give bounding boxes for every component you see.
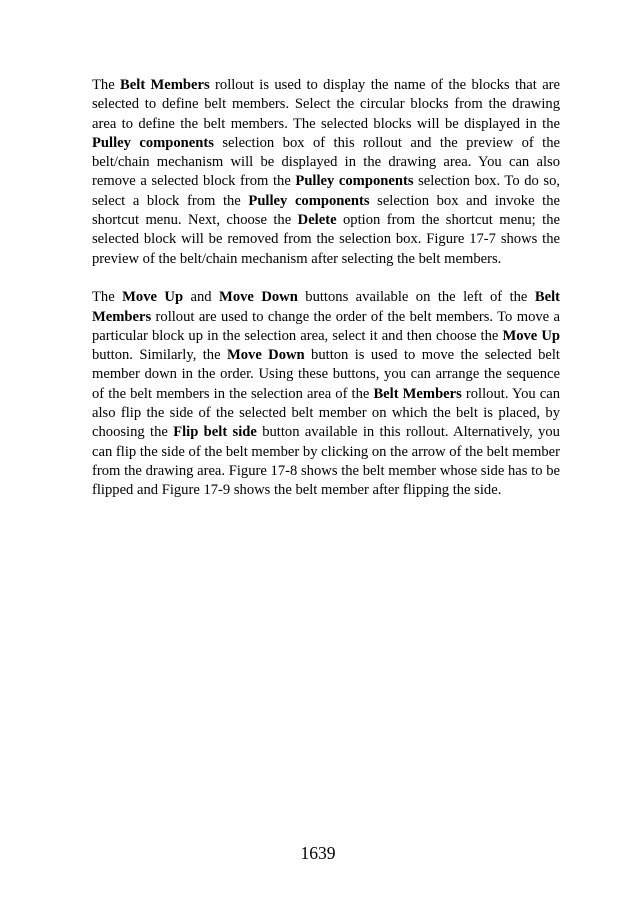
bold-term-move-down: Move Down xyxy=(226,347,305,364)
text-segment: rollout is used to display the name of the blocks that are selected to define belt members. Select the circular blocks from the drawing area to define the belt members. The selected blocks will be displayed in the xyxy=(92,77,561,132)
paragraph-belt-members xyxy=(92,76,560,269)
paragraph-move-up-down xyxy=(92,288,560,500)
text-segment: selection box and invoke the shortcut menu. Next, choose the xyxy=(92,192,560,229)
bold-term-move-up: Move Up xyxy=(502,327,560,344)
page-number: 1639 xyxy=(300,843,336,863)
bold-term-belt-members: Belt Members xyxy=(92,289,560,325)
text-segment: rollout are used to change the order of the belt members. To move a particular block up in the selection area, select it and then choose the xyxy=(92,308,560,344)
text-segment: button available in this rollout. Alternatively, you can flip the side of the belt member by clicking on the arrow of the belt member from the drawing area. Figure 17-8 shows the belt member whose side has to be flipped and Figure 17-9 shows the belt member after flipping the side. xyxy=(92,424,560,499)
body-text xyxy=(92,76,560,501)
bold-term-belt-members: Belt Members xyxy=(120,77,210,93)
text-segment: and xyxy=(183,289,220,306)
text-segment: The xyxy=(92,289,123,306)
text-segment: The xyxy=(92,77,121,93)
text-segment: buttons available on the left of the xyxy=(297,289,535,306)
bold-term-flip-belt-side: Flip belt side xyxy=(173,424,257,441)
text-segment: button is used to move the selected belt member down in the order. Using these buttons, you can arrange the sequence of the belt members in the selection area of the xyxy=(92,347,560,402)
bold-term-belt-members: Belt Members xyxy=(373,385,462,402)
bold-term-pulley-components: Pulley components xyxy=(295,173,414,190)
text-segment: button. Similarly, the xyxy=(92,347,227,364)
bold-term-move-down: Move Down xyxy=(219,289,298,306)
bold-term-delete: Delete xyxy=(297,212,337,229)
text-segment: selection box. To do so, select a block from the xyxy=(92,173,561,209)
bold-term-pulley-components: Pulley components xyxy=(92,134,214,151)
text-segment: rollout. You can also flip the side of the selected belt member on which the belt is placed, by choosing the xyxy=(92,385,560,441)
text-segment: option from the shortcut menu; the selected block will be removed from the selection box. Figure 17-7 shows the preview of the belt/chain mechanism after selecting the belt members. xyxy=(92,212,560,267)
text-segment: selection box of this rollout and the preview of the belt/chain mechanism will be displayed in the drawing area. You can also remove a selected block from the xyxy=(92,134,560,190)
bold-term-pulley-components: Pulley components xyxy=(248,192,370,209)
bold-term-move-up: Move Up xyxy=(122,289,184,306)
